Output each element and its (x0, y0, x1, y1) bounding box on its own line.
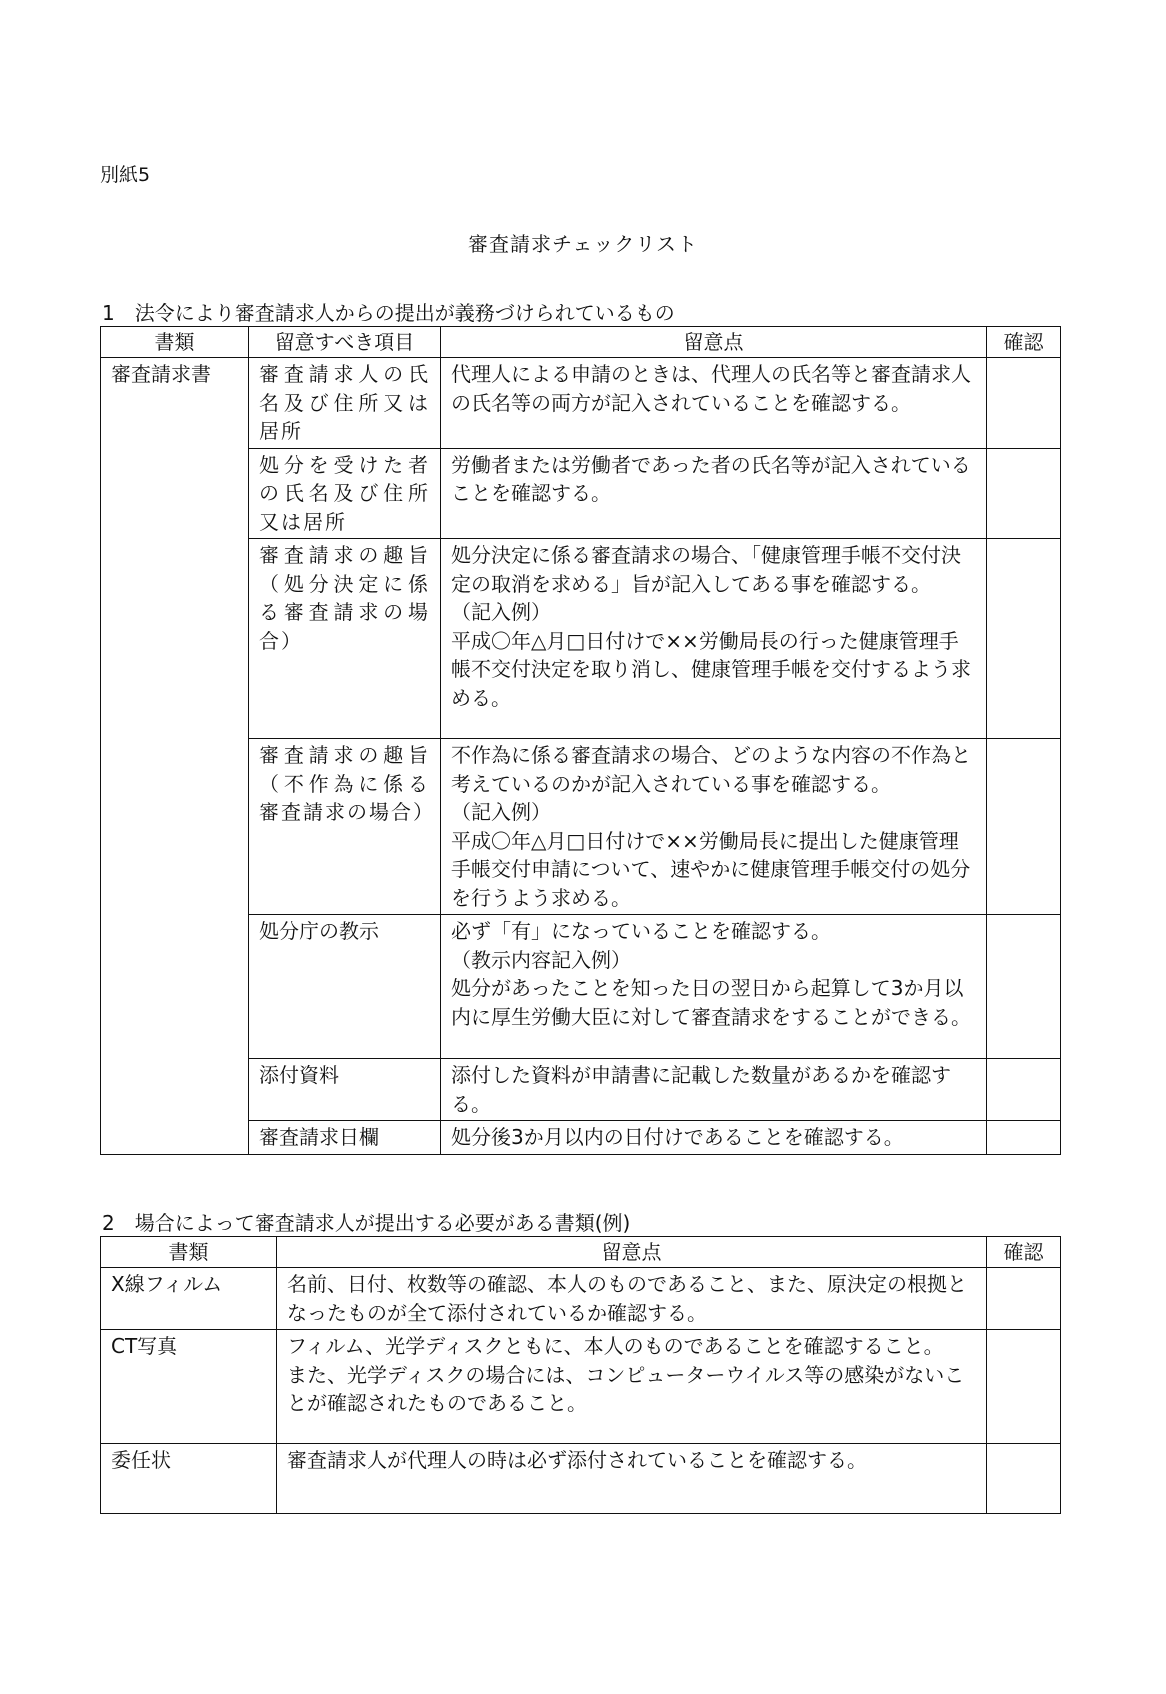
note-cell (277, 1444, 987, 1514)
page-label: 別紙5 (100, 164, 151, 186)
check-cell[interactable] (987, 739, 1061, 915)
note-line: 添付した資料が申請書に記載した数量があるかを確認する。 (451, 1063, 951, 1116)
note-cell (277, 1330, 987, 1444)
table-header-row (101, 327, 1061, 358)
note-line: 平成〇年△月□日付けで××労働局長に提出した健康管理手帳交付申請について、速やかに健康管理手帳交付の処分を行うよう求める。 (451, 828, 971, 910)
note-line: 処分後3か月以内の日付けであることを確認する。 (451, 1125, 904, 1149)
table-row (101, 1268, 1061, 1330)
header-note: 留意点 (441, 327, 987, 358)
note-line: 労働者または労働者であった者の氏名等が記入されていることを確認する。 (451, 452, 971, 505)
note-cell (441, 739, 987, 915)
note-cell (441, 1059, 987, 1121)
note-cell (277, 1268, 987, 1330)
doc-cell: 審査請求書 (101, 358, 249, 1155)
note-line: また、光学ディスクの場合には、コンピューターウイルス等の感染がないことが確認されたものであること。 (287, 1362, 965, 1415)
table-row (101, 358, 1061, 449)
doc-cell: 委任状 (101, 1444, 277, 1514)
item-cell: 添付資料 (249, 1059, 441, 1121)
note-line: 名前、日付、枚数等の確認、本人のものであること、また、原決定の根拠となったものが全て添付されているか確認する。 (287, 1272, 967, 1325)
note-line: 平成〇年△月□日付けで××労働局長の行った健康管理手帳不交付決定を取り消し、健康管理手帳を交付するよう求める。 (451, 628, 971, 710)
note-line: （記入例） (451, 800, 551, 824)
note-cell (441, 539, 987, 739)
doc-cell: X線フィルム (101, 1268, 277, 1330)
header-check: 確認 (987, 1237, 1061, 1268)
note-line: 不作為に係る審査請求の場合、どのような内容の不作為と考えているのかが記入されている事を確認する。 (451, 743, 971, 796)
note-cell (441, 1121, 987, 1155)
check-cell[interactable] (987, 915, 1061, 1059)
header-doc: 書類 (101, 327, 249, 358)
check-cell[interactable] (987, 1268, 1061, 1330)
item-cell: 処分庁の教示 (249, 915, 441, 1059)
header-doc: 書類 (101, 1237, 277, 1268)
check-cell[interactable] (987, 448, 1061, 539)
note-line: 処分決定に係る審査請求の場合、「健康管理手帳不交付決定の取消を求める」旨が記入してある事を確認する。 (451, 543, 961, 596)
item-cell: 審査請求人の氏名及び住所又は居所 (249, 358, 441, 449)
section2-table (100, 1236, 1061, 1514)
item-cell: 処分を受けた者の氏名及び住所又は居所 (249, 448, 441, 539)
check-cell[interactable] (987, 1059, 1061, 1121)
table-row (101, 1330, 1061, 1444)
doc-cell: CT写真 (101, 1330, 277, 1444)
note-line: 審査請求人が代理人の時は必ず添付されていることを確認する。 (287, 1448, 867, 1472)
check-cell[interactable] (987, 358, 1061, 449)
item-cell: 審査請求の趣旨（不作為に係る審査請求の場合） (249, 739, 441, 915)
note-cell (441, 358, 987, 449)
check-cell[interactable] (987, 539, 1061, 739)
header-note: 留意点 (277, 1237, 987, 1268)
check-cell[interactable] (987, 1444, 1061, 1514)
note-cell (441, 915, 987, 1059)
header-item: 留意すべき項目 (249, 327, 441, 358)
section1-heading: 1 法令により審査請求人からの提出が義務づけられているもの (102, 301, 675, 325)
note-line: （記入例） (451, 600, 551, 624)
note-cell (441, 448, 987, 539)
note-line: フィルム、光学ディスクともに、本人のものであることを確認すること。 (287, 1334, 944, 1358)
check-cell[interactable] (987, 1330, 1061, 1444)
item-cell: 審査請求日欄 (249, 1121, 441, 1155)
check-cell[interactable] (987, 1121, 1061, 1155)
note-line: 処分があったことを知った日の翌日から起算して3か月以内に厚生労働大臣に対して審査請求をすることができる。 (451, 976, 971, 1029)
document-title: 審査請求チェックリスト (468, 232, 698, 256)
header-check: 確認 (987, 327, 1061, 358)
section2-heading: 2 場合によって審査請求人が提出する必要がある書類(例) (102, 1211, 631, 1235)
section1-table (100, 326, 1061, 1155)
table-header-row (101, 1237, 1061, 1268)
note-line: （教示内容記入例） (451, 947, 631, 972)
item-cell: 審査請求の趣旨（処分決定に係る審査請求の場合） (249, 539, 441, 739)
note-line: 必ず「有」になっていることを確認する。 (451, 919, 831, 943)
note-line: 代理人による申請のときは、代理人の氏名等と審査請求人の氏名等の両方が記入されていることを確認する。 (451, 362, 971, 415)
table-row (101, 1444, 1061, 1514)
